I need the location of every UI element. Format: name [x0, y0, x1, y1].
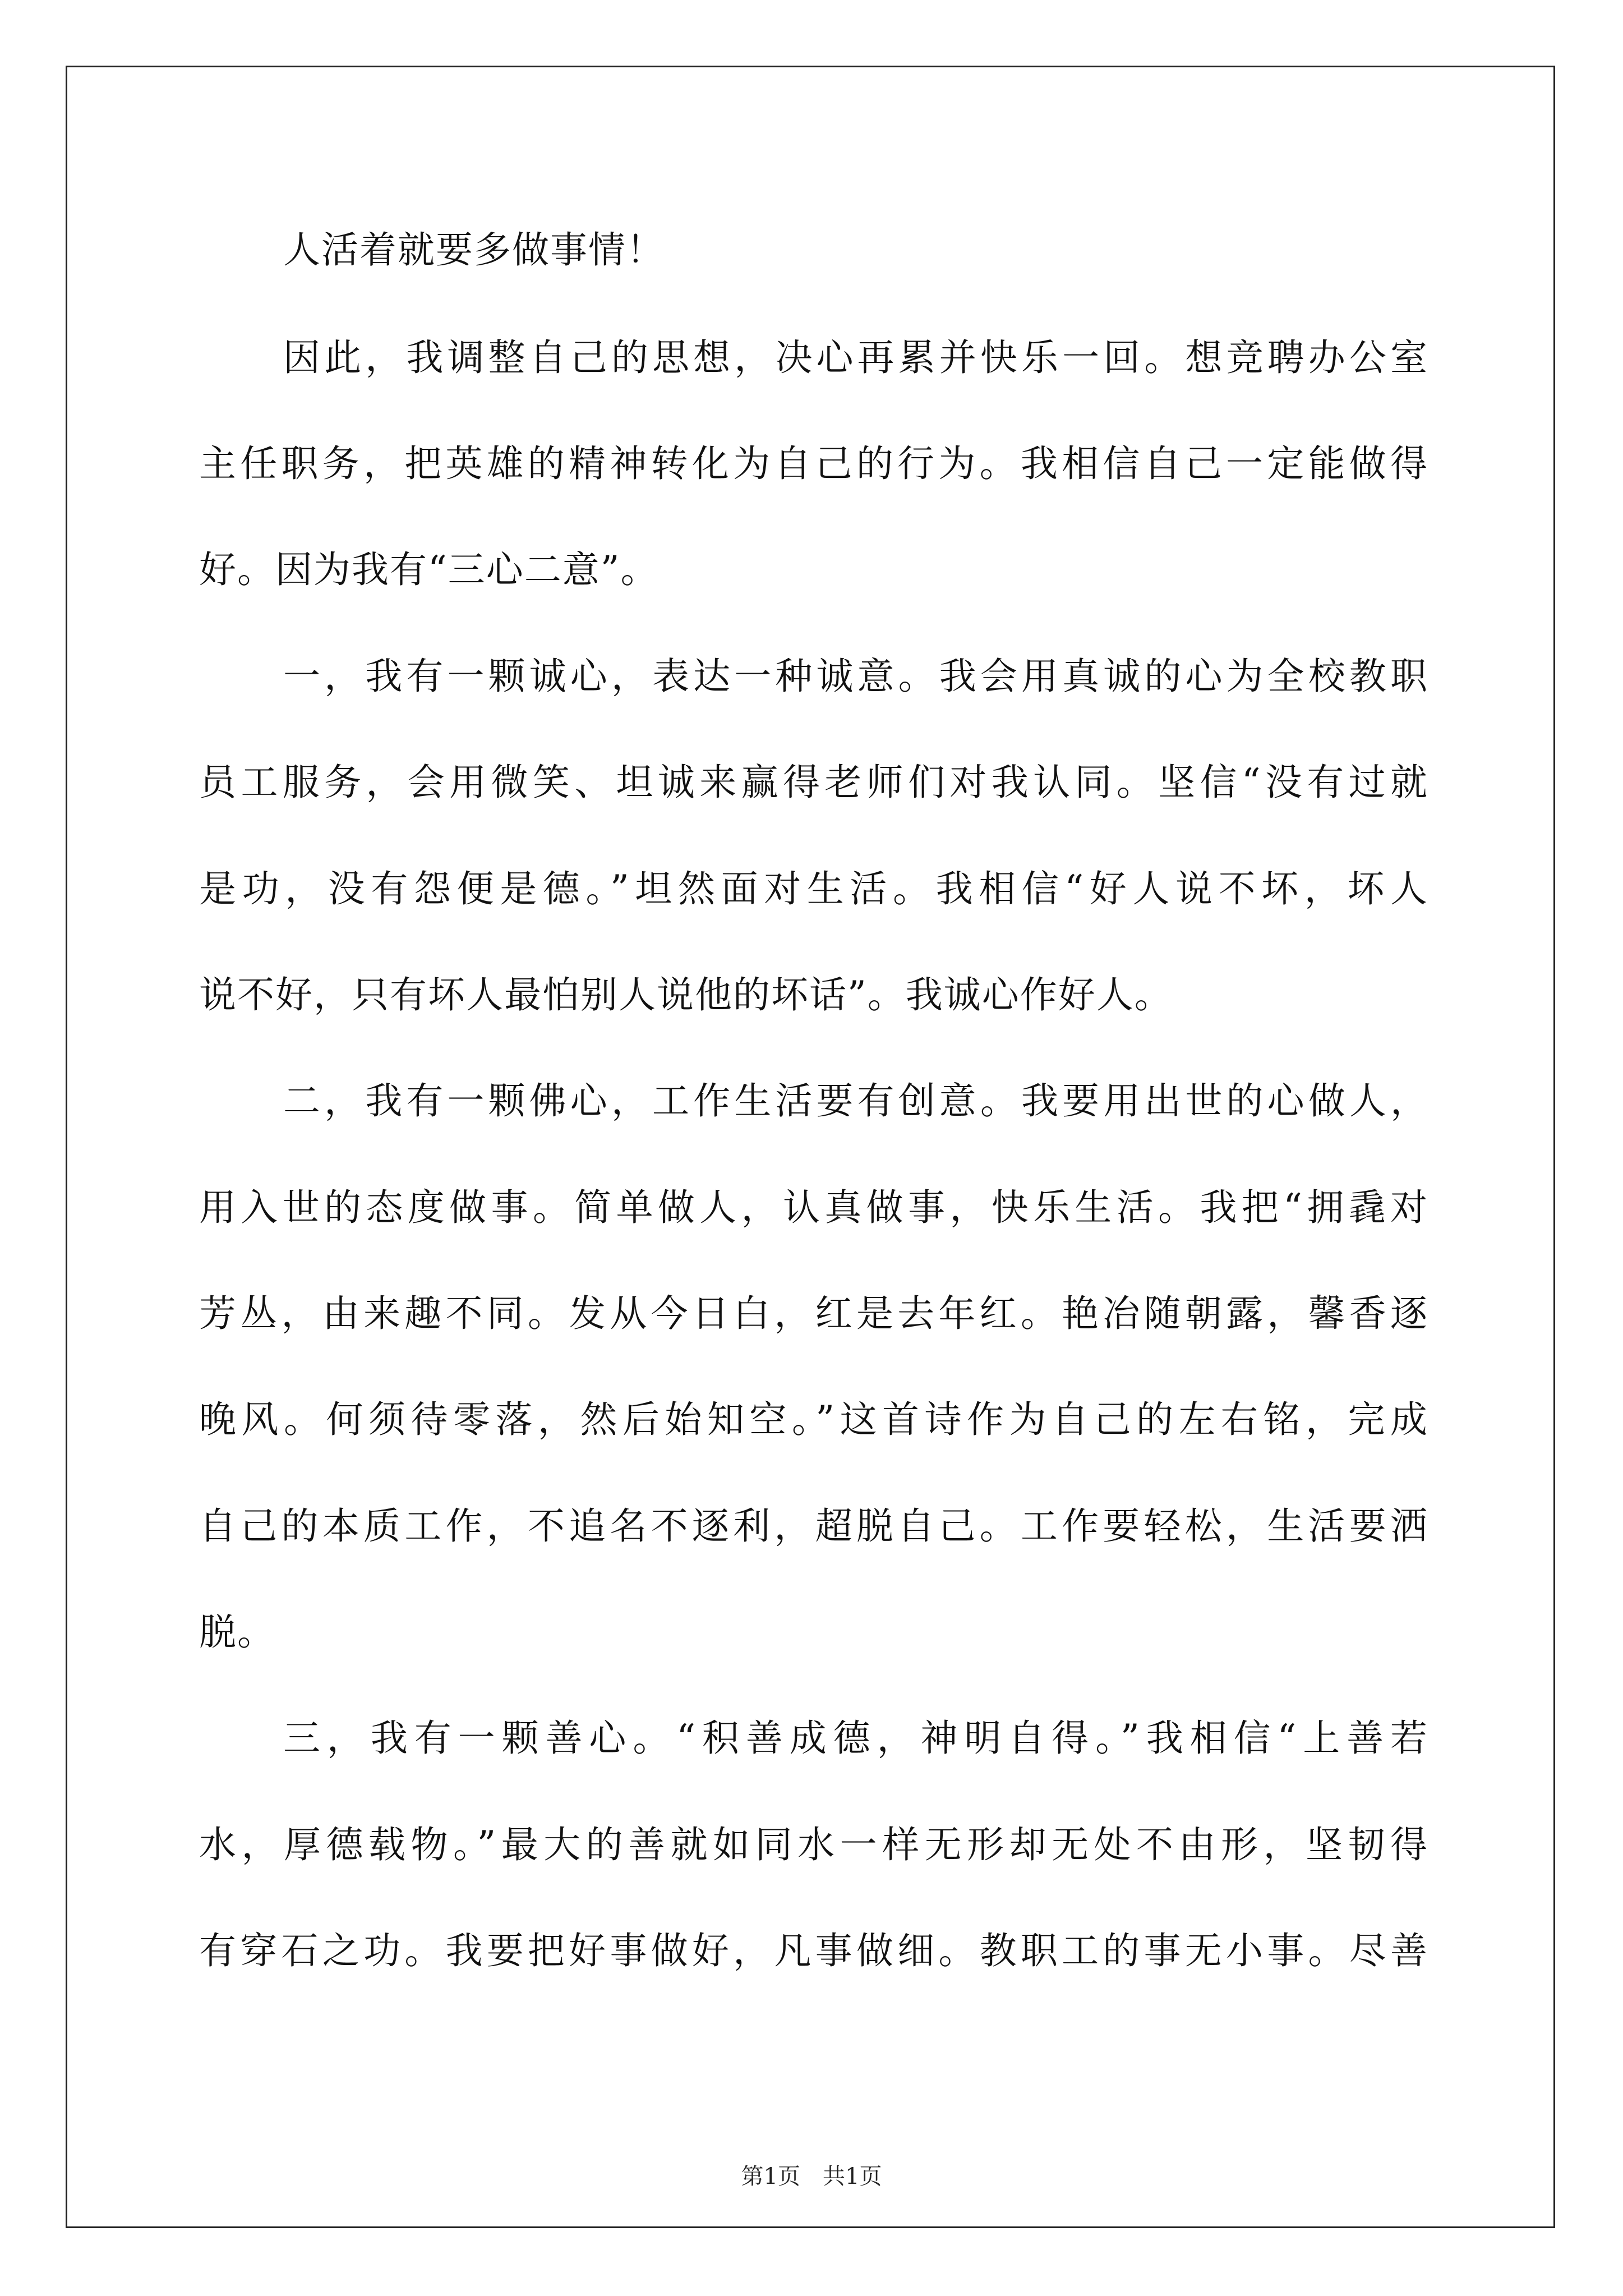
text-line: 用入世的态度做事。简单做人，认真做事，快乐生活。我把“拥毳对: [199, 1186, 1428, 1229]
text-line: 有穿石之功。我要把好事做好，凡事做细。教职工的事无小事。尽善: [199, 1929, 1428, 1972]
text-line: 主任职务，把英雄的精神转化为自己的行为。我相信自己一定能做得: [199, 442, 1428, 485]
text-line: 芳丛，由来趣不同。发从今日白，红是去年红。艳冶随朝露，馨香逐: [199, 1292, 1428, 1335]
text-line: 好。因为我有“三心二意”。: [199, 548, 659, 591]
text-line: 人活着就要多做事情！: [283, 228, 665, 272]
text-line: 自己的本质工作，不追名不逐利，超脱自己。工作要轻松，生活要洒: [199, 1504, 1428, 1548]
text-line: 一，我有一颗诚心，表达一种诚意。我会用真诚的心为全校教职: [283, 655, 1428, 698]
text-line: 晚风。何须待零落，然后始知空。”这首诗作为自己的左右铭，完成: [199, 1398, 1428, 1441]
page-border: [66, 66, 1555, 2228]
text-line: 三，我有一颗善心。“积善成德，神明自得。”我相信“上善若: [283, 1717, 1428, 1760]
text-line: 员工服务，会用微笑、坦诚来赢得老师们对我认同。坚信“没有过就: [199, 761, 1428, 804]
text-line: 脱。: [199, 1611, 275, 1654]
text-line: 水，厚德载物。”最大的善就如同水一样无形却无处不由形，坚韧得: [199, 1823, 1428, 1866]
text-line: 因此，我调整自己的思想，决心再累并快乐一回。想竞聘办公室: [283, 336, 1428, 379]
page-number-footer: 第1页 共1页: [741, 2164, 882, 2189]
text-line: 说不好，只有坏人最怕别人说他的坏话”。我诚心作好人。: [199, 973, 1173, 1016]
text-line: 二，我有一颗佛心，工作生活要有创意。我要用出世的心做人，: [283, 1079, 1428, 1122]
text-line: 是功，没有怨便是德。”坦然面对生活。我相信“好人说不坏，坏人: [199, 867, 1428, 910]
